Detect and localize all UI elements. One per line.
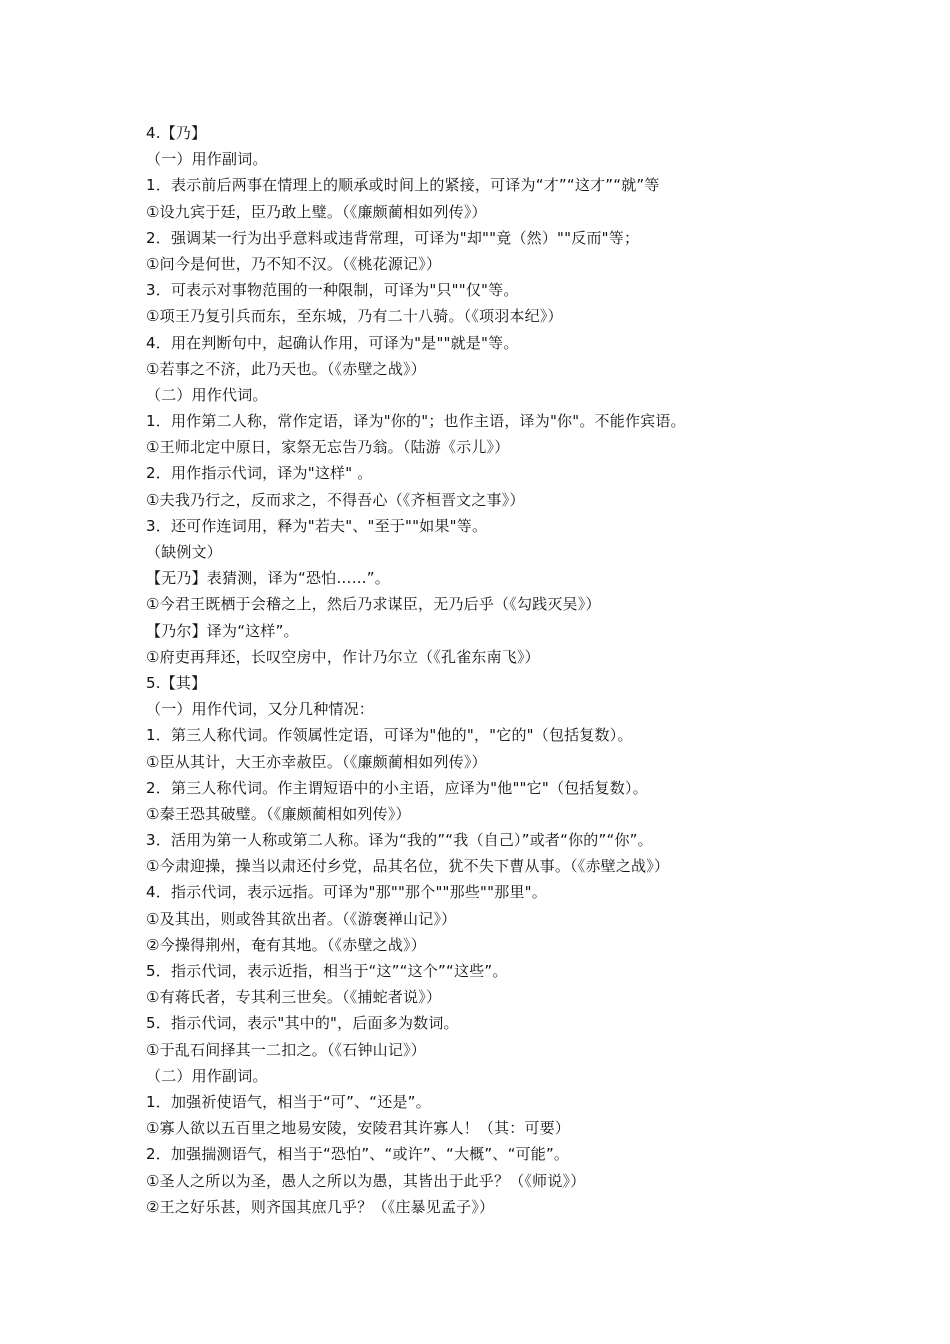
text-line: 5．指示代词，表示近指，相当于“这”“这个”“这些”。 bbox=[146, 962, 508, 980]
example-line: ①王师北定中原日，家祭无忘告乃翁。（陆游《示儿》） bbox=[146, 438, 510, 457]
text-line: 4．用在判断句中，起确认作用，可译为"是""就是"等。 bbox=[146, 333, 519, 352]
text-line: 2．加强揣测语气，相当于“恐怕”、“或许”、“大概”、“可能”。 bbox=[146, 1145, 570, 1164]
heading-qi: 5.【其】 bbox=[146, 673, 207, 692]
text-line: 4．指示代词，表示远指。可译为"那""那个""那些""那里"。 bbox=[146, 883, 547, 902]
example-line: ①寡人欲以五百里之地易安陵，安陵君其许寡人！（其：可要） bbox=[146, 1119, 571, 1138]
text-line: 1．用作第二人称，常作定语，译为"你的"；也作主语，译为"你"。不能作宾语。 bbox=[146, 412, 686, 431]
example-line: ①于乱石间择其一二扣之。（《石钟山记》） bbox=[146, 1040, 426, 1059]
example-line: ①设九宾于廷，臣乃敢上璧。（《廉颇蔺相如列传》） bbox=[146, 202, 487, 221]
example-line: ①圣人之所以为圣，愚人之所以为愚，其皆出于此乎？（《师说》） bbox=[146, 1171, 586, 1190]
text-line: 1．第三人称代词。作领属性定语，可译为"他的"，"它的"（包括复数）。 bbox=[146, 726, 633, 745]
example-line: ①问今是何世，乃不知不汉。（《桃花源记》） bbox=[146, 254, 442, 273]
text-line: 3．活用为第一人称或第二人称。译为“我的”“我（自己）”或者“你的”“你”。 bbox=[146, 831, 653, 850]
text-line: 5．指示代词，表示"其中的"，后面多为数词。 bbox=[146, 1014, 459, 1033]
text-line: 【无乃】表猜测，译为“恐怕……”。 bbox=[146, 569, 390, 588]
example-line: ①今肃迎操，操当以肃还付乡党，品其名位，犹不失下曹从事。（《赤壁之战》） bbox=[146, 857, 670, 876]
text-line: 2．强调某一行为出乎意料或违背常理，可译为"却""竟（然）""反而"等； bbox=[146, 228, 640, 247]
subheading-adverb: （一）用作副词。 bbox=[146, 150, 268, 169]
text-line: 2．第三人称代词。作主谓短语中的小主语，应译为"他""它"（包括复数）。 bbox=[146, 778, 648, 797]
subheading-pronoun: （二）用作代词。 bbox=[146, 385, 268, 404]
example-line: ①项王乃复引兵而东，至东城，乃有二十八骑。（《项羽本纪》） bbox=[146, 307, 563, 326]
text-line: 【乃尔】译为“这样”。 bbox=[146, 621, 299, 640]
example-line: ①及其出，则或咎其欲出者。（《游褒禅山记》） bbox=[146, 909, 457, 928]
subheading-adverb: （二）用作副词。 bbox=[146, 1066, 268, 1085]
note-line: （缺例文） bbox=[146, 543, 223, 561]
example-line: ②今操得荆州，奄有其地。（《赤壁之战》） bbox=[146, 935, 426, 954]
example-line: ①臣从其计，大王亦幸赦臣。（《廉颇蔺相如列传》） bbox=[146, 752, 487, 771]
subheading-pronoun: （一）用作代词，又分几种情况： bbox=[146, 700, 375, 719]
example-line: ①秦王恐其破璧。（《廉颇蔺相如列传》） bbox=[146, 804, 411, 823]
text-line: 3．还可作连词用，释为"若夫"、"至于""如果"等。 bbox=[146, 516, 488, 535]
text-line: 1．加强祈使语气，相当于“可”、“还是”。 bbox=[146, 1092, 431, 1111]
heading-nai: 4.【乃】 bbox=[146, 124, 207, 142]
text-line: 2．用作指示代词，译为"这样" 。 bbox=[146, 464, 373, 483]
example-line: ①府吏再拜还，长叹空房中，作计乃尔立（《孔雀东南飞》） bbox=[146, 647, 540, 666]
example-line: ①有蒋氏者，专其利三世矣。（《捕蛇者说》） bbox=[146, 988, 442, 1007]
example-line: ①若事之不济，此乃天也。（《赤壁之战》） bbox=[146, 359, 426, 378]
example-line: ②王之好乐甚，则齐国其庶几乎？（《庄暴见孟子》） bbox=[146, 1197, 495, 1216]
text-line: 1．表示前后两事在情理上的顺承或时间上的紧接，可译为“才”“这才”“就”等 bbox=[146, 176, 660, 195]
document-body bbox=[146, 120, 886, 1220]
text-line: 3．可表示对事物范围的一种限制，可译为"只""仅"等。 bbox=[146, 281, 519, 300]
example-line: ①夫我乃行之，反而求之，不得吾心（《齐桓晋文之事》） bbox=[146, 490, 525, 509]
example-line: ①今君王既栖于会稽之上，然后乃求谋臣，无乃后乎（《勾践灭吴》） bbox=[146, 595, 601, 614]
